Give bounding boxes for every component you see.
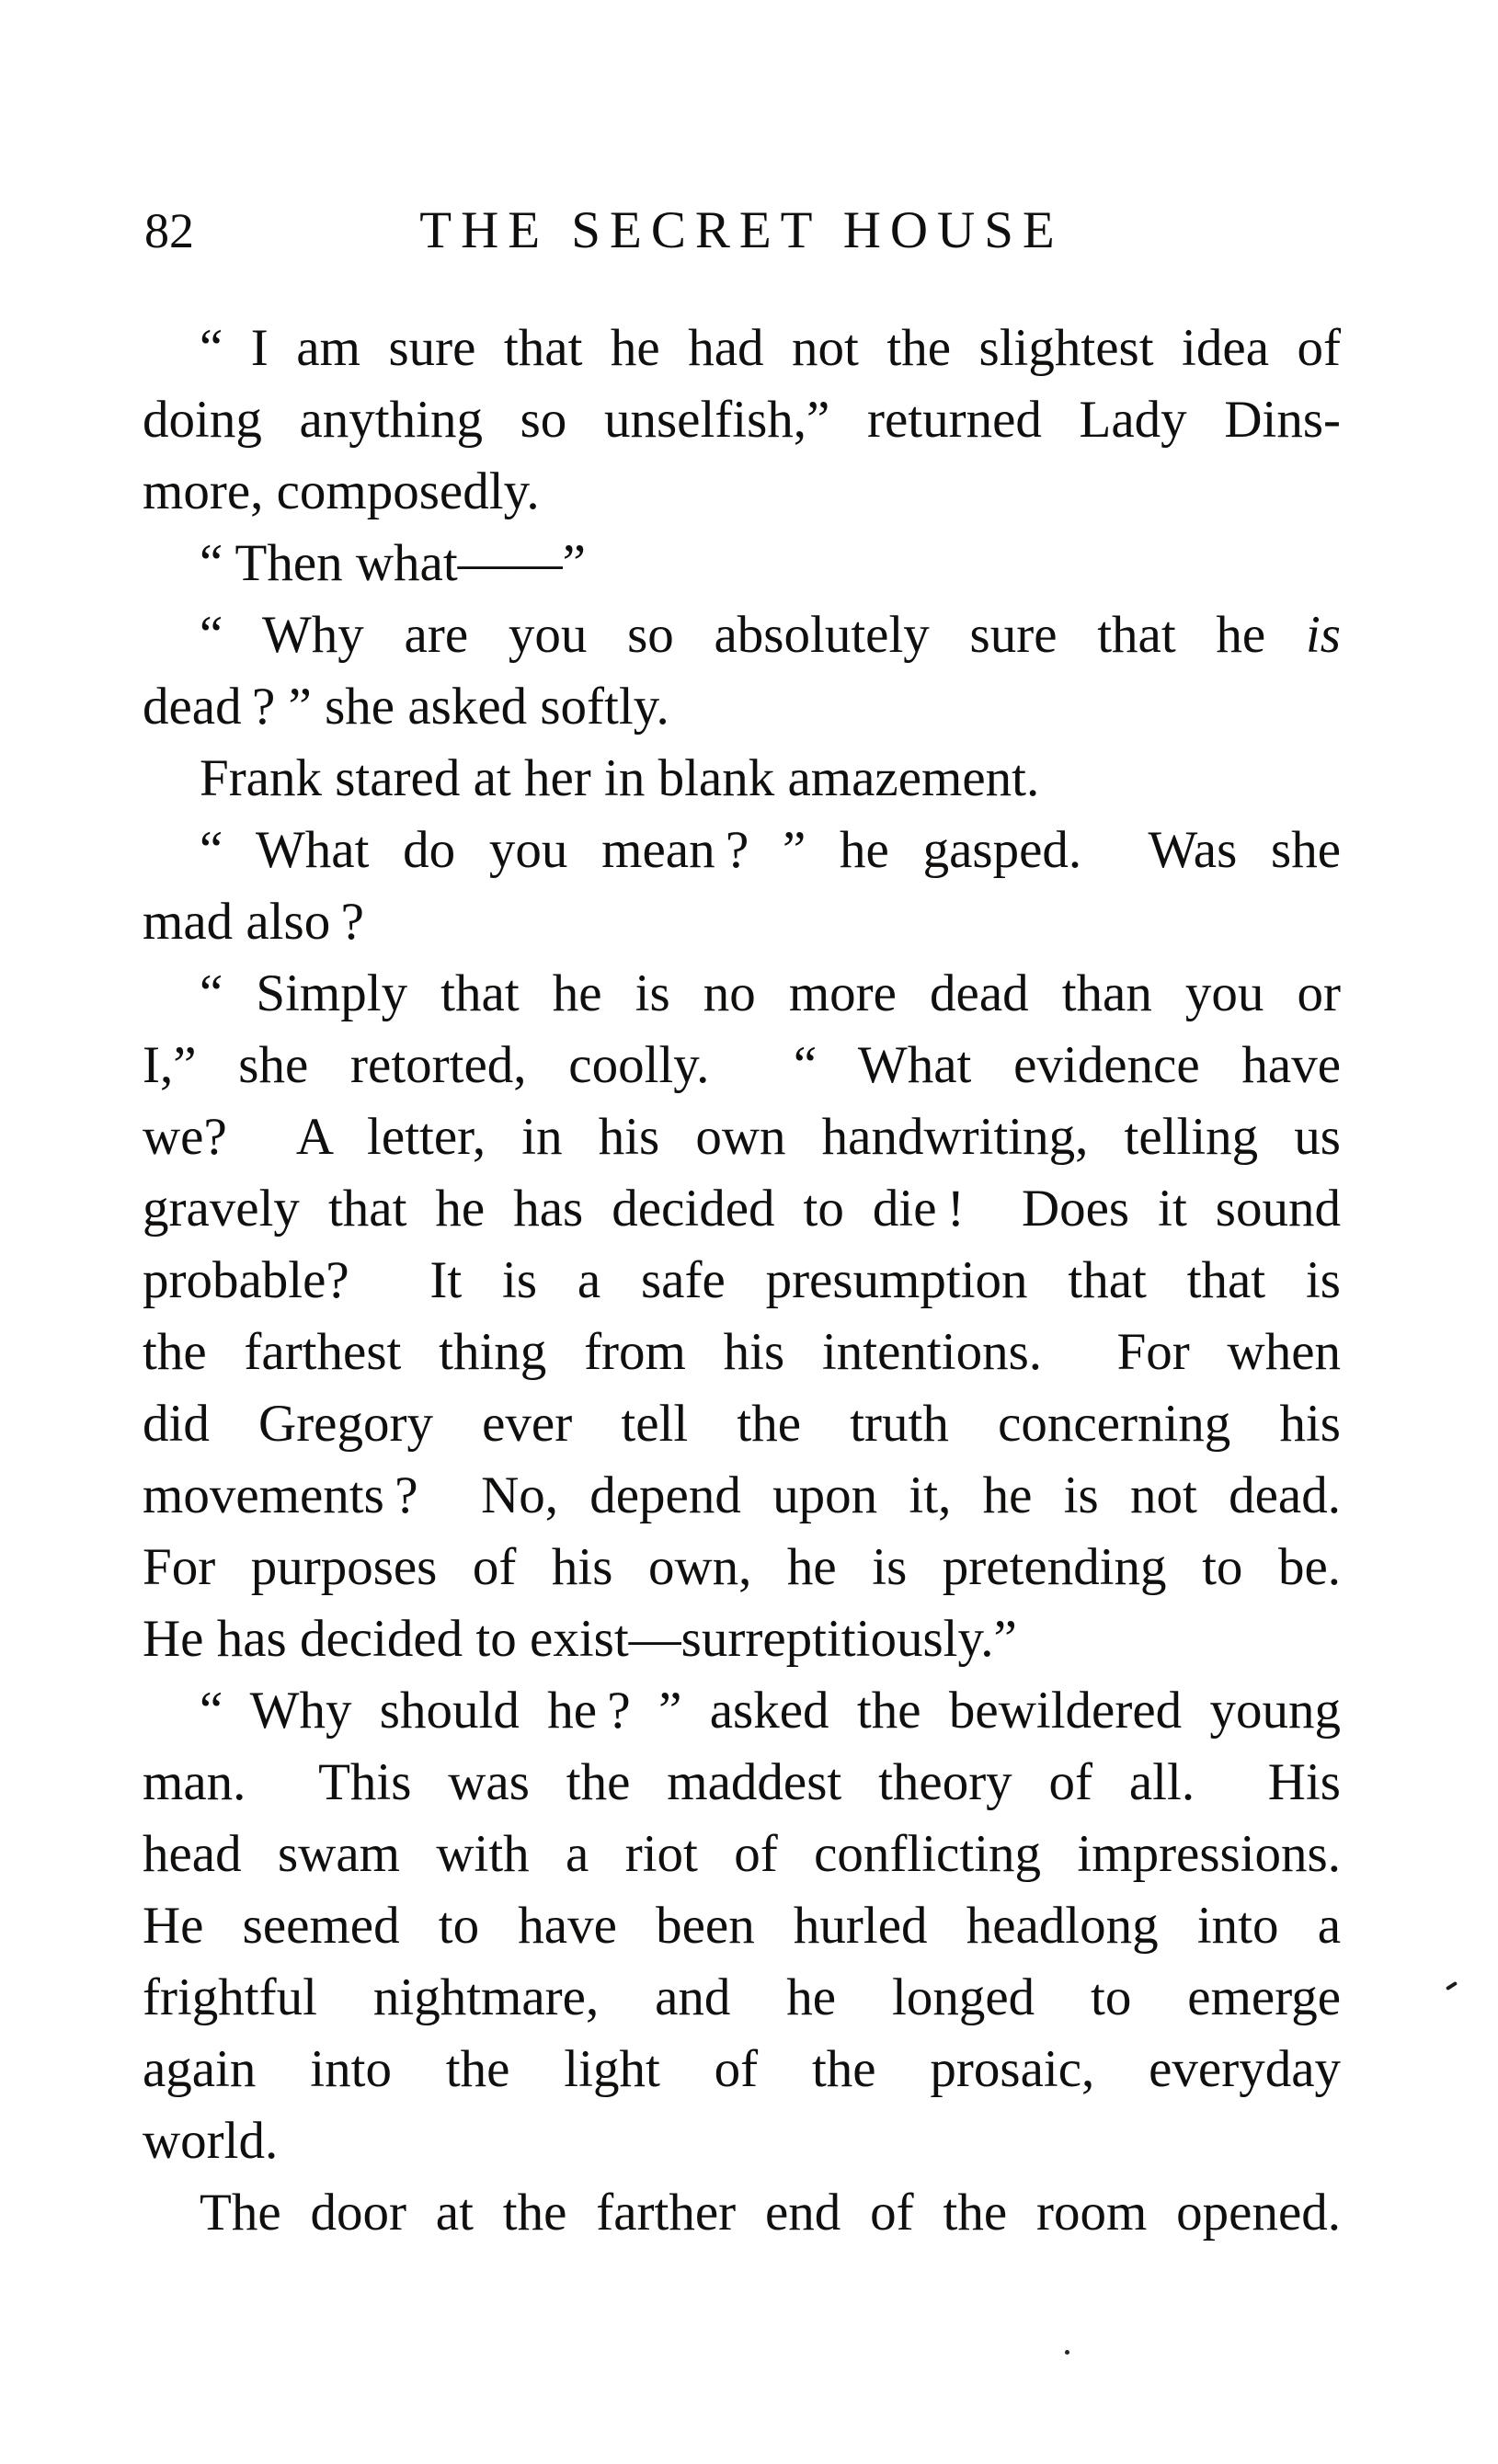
text-line: The door at the farther end of the room opened.: [200, 2184, 1341, 2242]
text-line: mad also ?: [143, 893, 364, 951]
text-line: doing anything so unselfish,” returned Lady Dins-: [143, 391, 1341, 449]
text-line: For purposes of his own, he is pretending to be.: [143, 1538, 1341, 1596]
text-line: dead ? ” she asked softly.: [143, 678, 669, 736]
text-line: “ Then what——”: [200, 534, 586, 592]
text-line: movements ? No, depend upon it, he is not dead.: [143, 1466, 1341, 1524]
text-line: man. This was the maddest theory of all. His: [143, 1753, 1341, 1811]
page-header: [143, 199, 1341, 272]
running-title: THE SECRET HOUSE: [419, 201, 1064, 259]
text-line: “ Why should he ? ” asked the bewildered young: [200, 1682, 1341, 1740]
text-line: “ Why are you so absolutely sure that he is: [200, 606, 1341, 664]
text-line: again into the light of the prosaic, everyday: [143, 2040, 1341, 2098]
text-line: world.: [143, 2112, 279, 2170]
italic-word: is: [1305, 606, 1341, 664]
ink-speck: [1446, 1981, 1458, 1991]
text-line: “ I am sure that he had not the slightest idea of: [200, 319, 1341, 377]
page-number: 82: [144, 203, 194, 258]
text-line: “ Simply that he is no more dead than you or: [200, 964, 1341, 1022]
ink-speck: [1065, 2350, 1069, 2355]
body-text: [143, 313, 1341, 2249]
text-line: gravely that he has decided to die ! Does it sound: [143, 1180, 1341, 1238]
text-line: He has decided to exist—surreptitiously.”: [143, 1610, 1017, 1668]
text-line: He seemed to have been hurled headlong into a: [143, 1897, 1341, 1955]
text-line: probable? It is a safe presumption that that is: [143, 1251, 1341, 1309]
text-line: head swam with a riot of conflicting impressions.: [143, 1825, 1341, 1883]
text-line: frightful nightmare, and he longed to emerge: [143, 1968, 1341, 2026]
text-line: the farthest thing from his intentions. For when: [143, 1323, 1341, 1381]
text-line: did Gregory ever tell the truth concerning his: [143, 1395, 1341, 1453]
text-line: “ What do you mean ? ” he gasped. Was she: [200, 821, 1341, 879]
text-line: we? A letter, in his own handwriting, telling us: [143, 1108, 1341, 1166]
text-line: I,” she retorted, coolly. “ What evidence have: [143, 1036, 1341, 1094]
text-line: more, composedly.: [143, 462, 540, 520]
text-line: Frank stared at her in blank amazement.: [200, 749, 1040, 807]
